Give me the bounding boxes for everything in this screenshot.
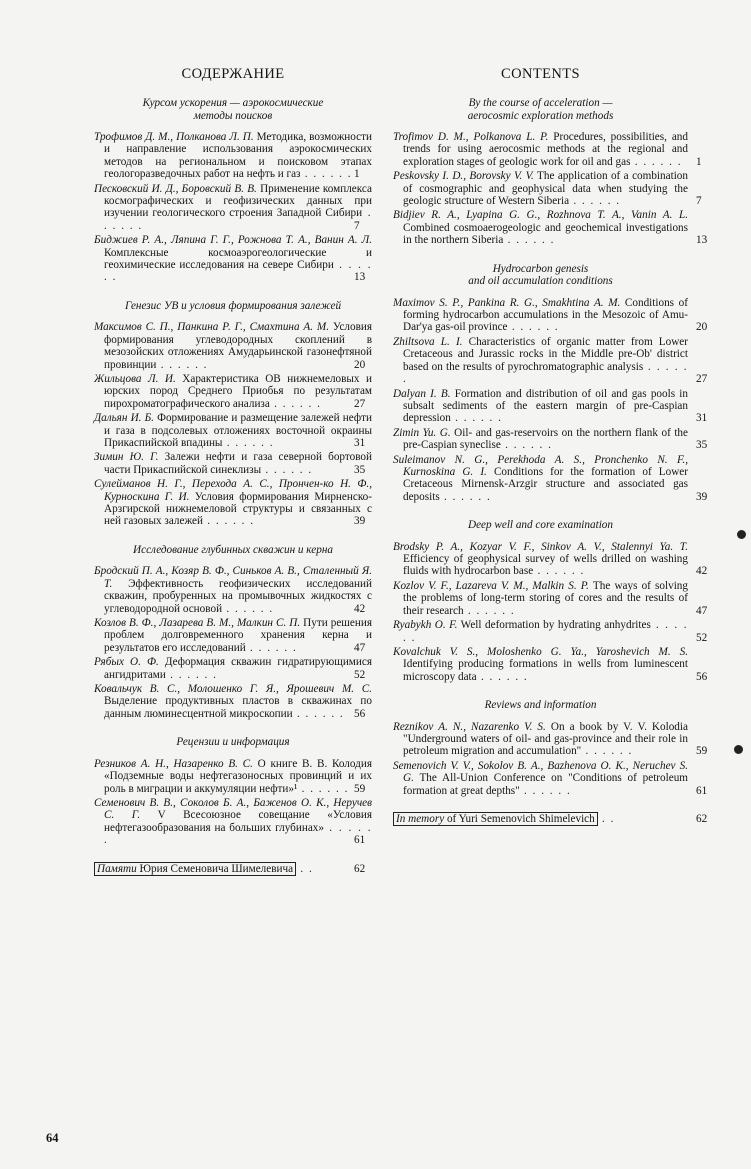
dot-leader: . . . . . . <box>261 463 313 476</box>
dot-leader: . . . . . . <box>503 234 555 247</box>
entry-title: The application of a combination of cosmographic and geophysical data when studying the geologic structure of Western Siberia <box>403 170 688 208</box>
entry-title: Efficiency of geophysical survey of wells drilled on washing fluids with hydrocarbon base <box>403 553 688 578</box>
entry-authors: Suleimanov N. G., Perekhoda A. S., Pronchenko N. F., Kurnoskina G. I. <box>393 453 688 478</box>
entry-authors: Reznikov A. N., Nazarenko V. S. <box>393 720 546 733</box>
dot-leader: . . . . . . <box>630 155 682 168</box>
entry-page-number: 20 <box>354 358 366 371</box>
entry-page-number: 52 <box>354 668 366 681</box>
dot-leader: . . . . . . <box>439 490 492 503</box>
entry-authors: Zhiltsova L. I. <box>393 335 463 348</box>
contents-title-russian: СОДЕРЖАНИЕ <box>181 66 285 82</box>
entry-authors: Семенович В. В., Соколов Б. А., Баженов О. К., Неручев С. Г. <box>94 796 372 822</box>
entry-title: Эффективность геофизических исследований скважин, пробуренных на промывочных жидкостях с углеводородной основой <box>104 577 372 615</box>
toc-entry[interactable] <box>94 234 372 284</box>
ink-blot-mark <box>734 745 743 754</box>
entry-title: Характеристика ОВ нижнемеловых и юрских пород Среднего Приобья по результатам пирохроматографического анализа <box>104 373 373 410</box>
toc-entry[interactable] <box>393 540 708 578</box>
toc-entry[interactable] <box>94 451 372 476</box>
toc-entry[interactable] <box>94 321 372 371</box>
entry-title: О книге В. В. Колодия «Подземные воды нефтегазоносных провинций и их роль в миграции и аккумуляции нефти»¹ <box>104 757 372 795</box>
dot-leader: . . . . . . <box>165 668 218 681</box>
entry-authors: Рябых О. Ф. <box>94 656 159 669</box>
entry-title: Применение комплекса космографических и геофизических данных при изучении геологического строения Западной Сибири <box>104 182 372 220</box>
entry-page-number: 47 <box>696 604 708 617</box>
entry-title: Oil- and gas-reservoirs on the northern flank of the pre-Caspian syneclise <box>403 426 688 452</box>
entry-title: Пути решения проблем долговременного хранения керна и результатов его исследований <box>104 617 372 654</box>
section-heading: Рецензии и информация <box>176 736 290 749</box>
en-sections <box>393 97 708 826</box>
entry-page-number: 13 <box>696 234 708 247</box>
entry-page-number: 56 <box>696 670 708 683</box>
entry-page-number: 61 <box>696 784 708 797</box>
toc-entry[interactable] <box>393 209 708 247</box>
toc-entry[interactable]: Peskovsky I. D., Borovsky V. V. The application of a combination of cosmographic and geophysical data when studying the geologic structure of Western Siberia . . . . . . 7 <box>393 170 702 208</box>
entry-title: Formation and distribution of oil and gas pools in subsalt sediments of the eastern margin of pre-Caspian depression <box>403 387 688 425</box>
entry-authors: Дальян И. Б. <box>94 412 154 425</box>
entry-page-number: 62 <box>696 813 708 826</box>
entry-page-number: 62 <box>354 862 366 875</box>
toc-entry[interactable] <box>94 683 372 720</box>
entry-title: Combined cosmoaerogeologic and geochemical investigations in the northern Siberia <box>403 221 688 247</box>
entry-page-number: 59 <box>696 745 708 758</box>
dot-leader: . . . . . . <box>450 412 503 425</box>
memorial-label: Памяти <box>97 862 137 875</box>
contents-column-russian <box>94 66 372 877</box>
entry-page-number: 47 <box>354 641 366 654</box>
section-heading: Deep well and core examination <box>468 519 613 532</box>
entry-authors: Максимов С. П., Панкина Р. Г., Смахтина А. М. <box>94 321 330 334</box>
toc-entry[interactable]: Трофимов Д. М., Полканова Л. П. Методика, возможности и направление использования аэрокосмических методов на региональном и поисковом этапах геологоразведочных работ на нефть и газ . . . . . . 1 <box>94 131 372 181</box>
toc-entry[interactable] <box>94 758 372 795</box>
entry-page-number: 31 <box>696 412 708 425</box>
section-heading: Reviews and information <box>484 699 597 712</box>
toc-entry[interactable]: Песковский И. Д., Боровский В. В. Применение комплекса космографических и геофизических данных при изучении геологического строения Западной Сибири . . . . . . 7 <box>94 182 373 232</box>
toc-entry[interactable] <box>393 619 708 644</box>
toc-entry[interactable] <box>393 645 708 683</box>
toc-entry[interactable] <box>393 335 708 386</box>
toc-entry[interactable] <box>393 296 708 334</box>
ru-sections <box>94 97 372 875</box>
toc-entry[interactable] <box>94 565 372 615</box>
section-heading: Hydrocarbon genesis and oil accumulation conditions <box>468 262 613 288</box>
entry-authors: Зимин Ю. Г. <box>94 451 159 464</box>
dot-leader: . . . . . . <box>104 259 373 284</box>
memorial-name: of Yuri Semenovich Shimelevich <box>444 813 595 826</box>
dot-leader: . . . . . . <box>203 515 255 528</box>
entry-page-number: 56 <box>354 707 366 720</box>
dot-leader: . . . . . . <box>500 439 553 452</box>
dot-leader: . . . . . . <box>581 745 633 758</box>
dot-leader: . . . . . . <box>245 641 298 654</box>
section-heading: Исследование глубинных скважин и керна <box>133 543 333 556</box>
entry-authors: Бродский П. А., Козяр В. Ф., Синьков А. В., Сталенный Я. Т. <box>94 565 372 590</box>
toc-entry[interactable] <box>393 759 708 797</box>
entry-title: Well deformation by hydrating anhydrites <box>457 619 651 632</box>
entry-authors: Биджиев Р. А., Ляпина Г. Г., Рожнова Т. А., Ванин А. Л. <box>94 234 372 247</box>
section-heading: Курсом ускорения — аэрокосмические методы поисков <box>142 97 324 122</box>
toc-entry[interactable] <box>94 373 372 410</box>
entry-page-number: 27 <box>354 397 366 410</box>
entry-page-number: 42 <box>354 602 366 615</box>
dot-leader: . . . . . . <box>569 195 621 208</box>
memorial-entry[interactable] <box>393 813 708 826</box>
dot-leader: . . . . . . <box>222 602 274 615</box>
entry-title: Procedures, possibilities, and trends for using aerocosmic methods at the regional and exploration stages of geologic work for oil and gas <box>403 131 688 168</box>
entry-authors: Maximov S. P., Pankina R. G., Smakhtina A. M. <box>393 296 621 309</box>
entry-title: Деформация скважин гидратирующимися ангидритами <box>104 656 372 681</box>
entry-title: Залежи нефти и газа северной бортовой части Прикаспийской синеклизы <box>104 451 372 476</box>
entry-page-number: 35 <box>354 463 366 476</box>
entry-page-number: 61 <box>354 834 366 847</box>
dot-leader: . . . . . . <box>292 707 345 720</box>
entry-authors: Ryabykh O. F. <box>393 619 458 632</box>
dot-leader: . . . . . . <box>297 782 349 795</box>
entry-authors: Zimin Yu. G. <box>393 426 451 439</box>
entry-title: On a book by V. V. Kolodia "Underground waters of oil- and gas-province and their role in petroleum migration and accumulation" <box>403 720 688 758</box>
dot-leader: . . . . . . <box>476 670 529 683</box>
entry-authors: Bidjiev R. A., Lyapina G. G., Rozhnova T. A., Vanin A. L. <box>393 209 688 222</box>
contents-title-english: CONTENTS <box>501 66 580 82</box>
page-number: 64 <box>46 1131 59 1145</box>
entry-page-number: 31 <box>354 437 366 450</box>
toc-entry[interactable] <box>94 478 372 528</box>
toc-entry[interactable] <box>393 579 708 617</box>
entry-authors: Trofimov D. M., Polkanova L. P. <box>393 131 549 143</box>
toc-entry[interactable] <box>94 617 372 654</box>
toc-entry[interactable] <box>94 412 372 449</box>
dot-leader: . . . . . . <box>104 821 373 847</box>
entry-page-number: 42 <box>696 565 708 578</box>
entry-title: Условия формирования Мирненско-Арзгирской нижнемеловой структуры и связанных с ней газовых залежей <box>104 490 372 528</box>
entry-title: Conditions for the formation of Lower Cretaceous Mirnensk-Arzgir structure and associated gas deposits <box>403 465 688 503</box>
entry-authors: Резников А. Н., Назаренко В. С. <box>94 757 253 770</box>
entry-authors: Трофимов Д. М., Полканова Л. П. <box>94 131 254 143</box>
entry-title: Conditions of forming hydrocarbon accumulations in the Mesozoic of Amu-Dar'ya gas-oil province <box>403 296 688 334</box>
dot-leader: . . . . . . <box>104 207 373 232</box>
entry-page-number: 39 <box>354 515 366 528</box>
toc-entry[interactable] <box>393 426 708 452</box>
entry-title: Методика, возможности и направление использования аэрокосмических методов на региональном и поисковом этапах геологоразведочных работ на нефть и газ <box>104 131 372 181</box>
entry-authors: Kozlov V. F., Lazareva V. M., Malkin S. P. <box>393 579 589 592</box>
memorial-label: In memory <box>396 813 445 826</box>
entry-title: The All-Union Conference on "Conditions of petroleum formation at great depths" <box>403 772 688 797</box>
dot-leader: . . . . . . <box>533 565 585 578</box>
toc-entry[interactable] <box>393 720 708 758</box>
toc-entry[interactable] <box>393 453 708 504</box>
toc-entry[interactable] <box>94 797 372 847</box>
entry-authors: Kovalchuk V. S., Moloshenko G. Ya., Yaroshevich M. S. <box>393 645 688 658</box>
entry-authors: Semenovich V. V., Sokolov B. A., Bazhenova O. K., Neruchev S. G. <box>393 759 688 785</box>
entry-page-number: 59 <box>354 782 366 795</box>
entry-title: Characteristics of organic matter from Lower Cretaceous and Jurassic rocks in the Middle pre-Ob' district based on the results of pyrochromatographic analysis <box>403 335 688 373</box>
entry-title: Условия формирования углеводородных скоплений в мезозойских отложениях Амударьинской газонефтяной провинции <box>104 321 373 371</box>
section-heading: Генезис УВ и условия формирования залежей <box>124 299 342 312</box>
entry-page-number: 52 <box>696 631 708 644</box>
dot-leader: . . . . . . <box>156 358 208 371</box>
memorial-name: Юрия Семеновича Шимелевича <box>136 862 294 875</box>
ink-blot-mark <box>737 530 746 539</box>
dot-leader: . . . . . . <box>222 437 275 450</box>
dot-leader: . . . . . . <box>300 168 353 181</box>
entry-title: Identifying producing formations in wells from luminescent microscopy data <box>403 658 688 683</box>
entry-authors: Brodsky P. A., Kozyar V. F., Sinkov A. V., Stalennyi Ya. T. <box>393 540 688 553</box>
memorial-box <box>393 812 598 826</box>
dot-leader: . . <box>597 813 615 826</box>
entry-title: Комплексные космоаэрогеологические и геохимические исследования на севере Сибири <box>104 246 372 272</box>
toc-entry[interactable] <box>94 656 372 681</box>
dot-leader: . . . . . . <box>519 784 572 797</box>
toc-entry[interactable]: Trofimov D. M., Polkanova L. P. Procedures, possibilities, and trends for using aerocosmic methods at the regional and exploration stages of geologic work for oil and gas . . . . . . 1 <box>393 131 702 168</box>
memorial-entry[interactable] <box>94 863 372 875</box>
entry-title: The ways of solving the problems of long-term storing of cores and the results of their research <box>403 579 688 617</box>
dot-leader: . . . . . . <box>269 397 322 410</box>
entry-authors: Peskovsky I. D., Borovsky V. V. <box>393 170 534 183</box>
entry-authors: Жильцова Л. И. <box>94 373 176 385</box>
dot-leader: . . . . . . <box>403 619 689 644</box>
entry-title: Формирование и размещение залежей нефти и газа в подсолевых отложениях восточной окраины Прикаспийской впадины <box>104 412 372 450</box>
memorial-box <box>94 862 296 876</box>
dot-leader: . . . . . . <box>463 604 516 617</box>
entry-authors: Песковский И. Д., Боровский В. В. <box>94 182 257 195</box>
entry-page-number: 39 <box>696 490 708 503</box>
entry-page-number: 27 <box>696 373 708 386</box>
dot-leader: . . . . . . <box>507 321 560 334</box>
entry-authors: Ковальчук В. С., Молошенко Г. Я., Ярошевич М. С. <box>94 683 372 696</box>
section-heading: By the course of acceleration — aerocosmic exploration methods <box>467 97 614 122</box>
entry-title: Выделение продуктивных пластов в скважинах по данным люминесцентной микроскопии <box>104 695 372 720</box>
contents-column-english <box>393 66 708 827</box>
entry-title: V Всесоюзное совещание «Условия нефтегазообразования на больших глубинах» <box>104 809 372 834</box>
entry-page-number: 35 <box>696 439 708 452</box>
entry-page-number: 20 <box>696 321 708 334</box>
entry-page-number: 13 <box>354 271 366 284</box>
toc-entry[interactable] <box>393 387 708 425</box>
entry-authors: Dalyan I. B. <box>393 387 451 400</box>
entry-authors: Козлов В. Ф., Лазарева В. М., Малкин С. П. <box>94 617 301 629</box>
dot-leader: . . . . . . <box>403 360 689 386</box>
dot-leader: . . <box>296 862 314 875</box>
entry-authors: Сулейманов Н. Г., Перехода А. С., Прончен-ко Н. Ф., Курноскина Г. И. <box>94 478 372 503</box>
